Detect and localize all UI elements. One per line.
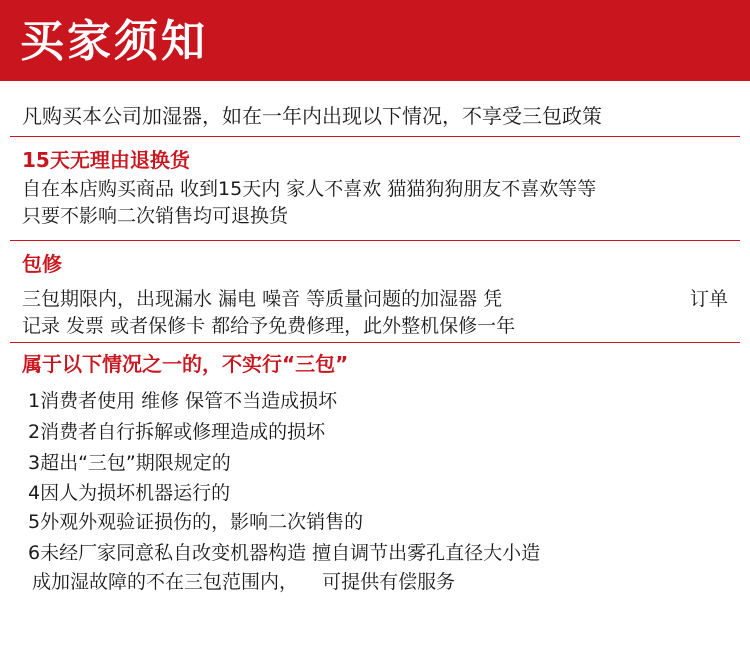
exclusion-item: 1消费者使用 维修 保管不当造成损坏 [28,390,338,412]
section-title-return: 15天无理由退换货 [22,148,190,172]
return-text-line: 自在本店购买商品 收到15天内 家人不喜欢 猫猫狗狗朋友不喜欢等等 [22,178,597,200]
exclusion-item: 2消费者自行拆解或修理造成的损坏 [28,421,326,443]
repair-text-part: 订单 [689,288,728,310]
header-banner [0,0,750,84]
exclusion-item: 5外观外观验证损伤的，影响二次销售的 [28,511,364,533]
return-text-line: 只要不影响二次销售均可退换货 [22,205,289,227]
exclusion-item: 6未经厂家同意私自改变机器构造 擅自调节出雾孔直径大小造 [28,542,541,564]
section-title-repair: 包修 [22,252,62,276]
exclusion-item: 4因人为损坏机器运行的 [28,482,231,504]
divider [10,240,740,241]
exclusion-item: 3超出“三包”期限规定的 [28,452,231,474]
page-title: 买家须知 [20,16,208,67]
repair-text-part: 三包期限内，出现漏水 漏电 噪音 等质量问题的加湿器 凭 [22,288,503,310]
intro-text: 凡购买本公司加湿器，如在一年内出现以下情况，不享受三包政策 [22,104,602,128]
repair-text-line [22,286,728,312]
repair-text-line: 记录 发票 或者保修卡 都给予免费修理，此外整机保修一年 [22,315,516,337]
section-title-exclusions: 属于以下情况之一的，不实行“三包” [22,352,349,376]
divider [10,342,740,343]
exclusion-item: 成加湿故障的不在三包范围内， 可提供有偿服务 [32,571,456,593]
divider [10,136,740,137]
